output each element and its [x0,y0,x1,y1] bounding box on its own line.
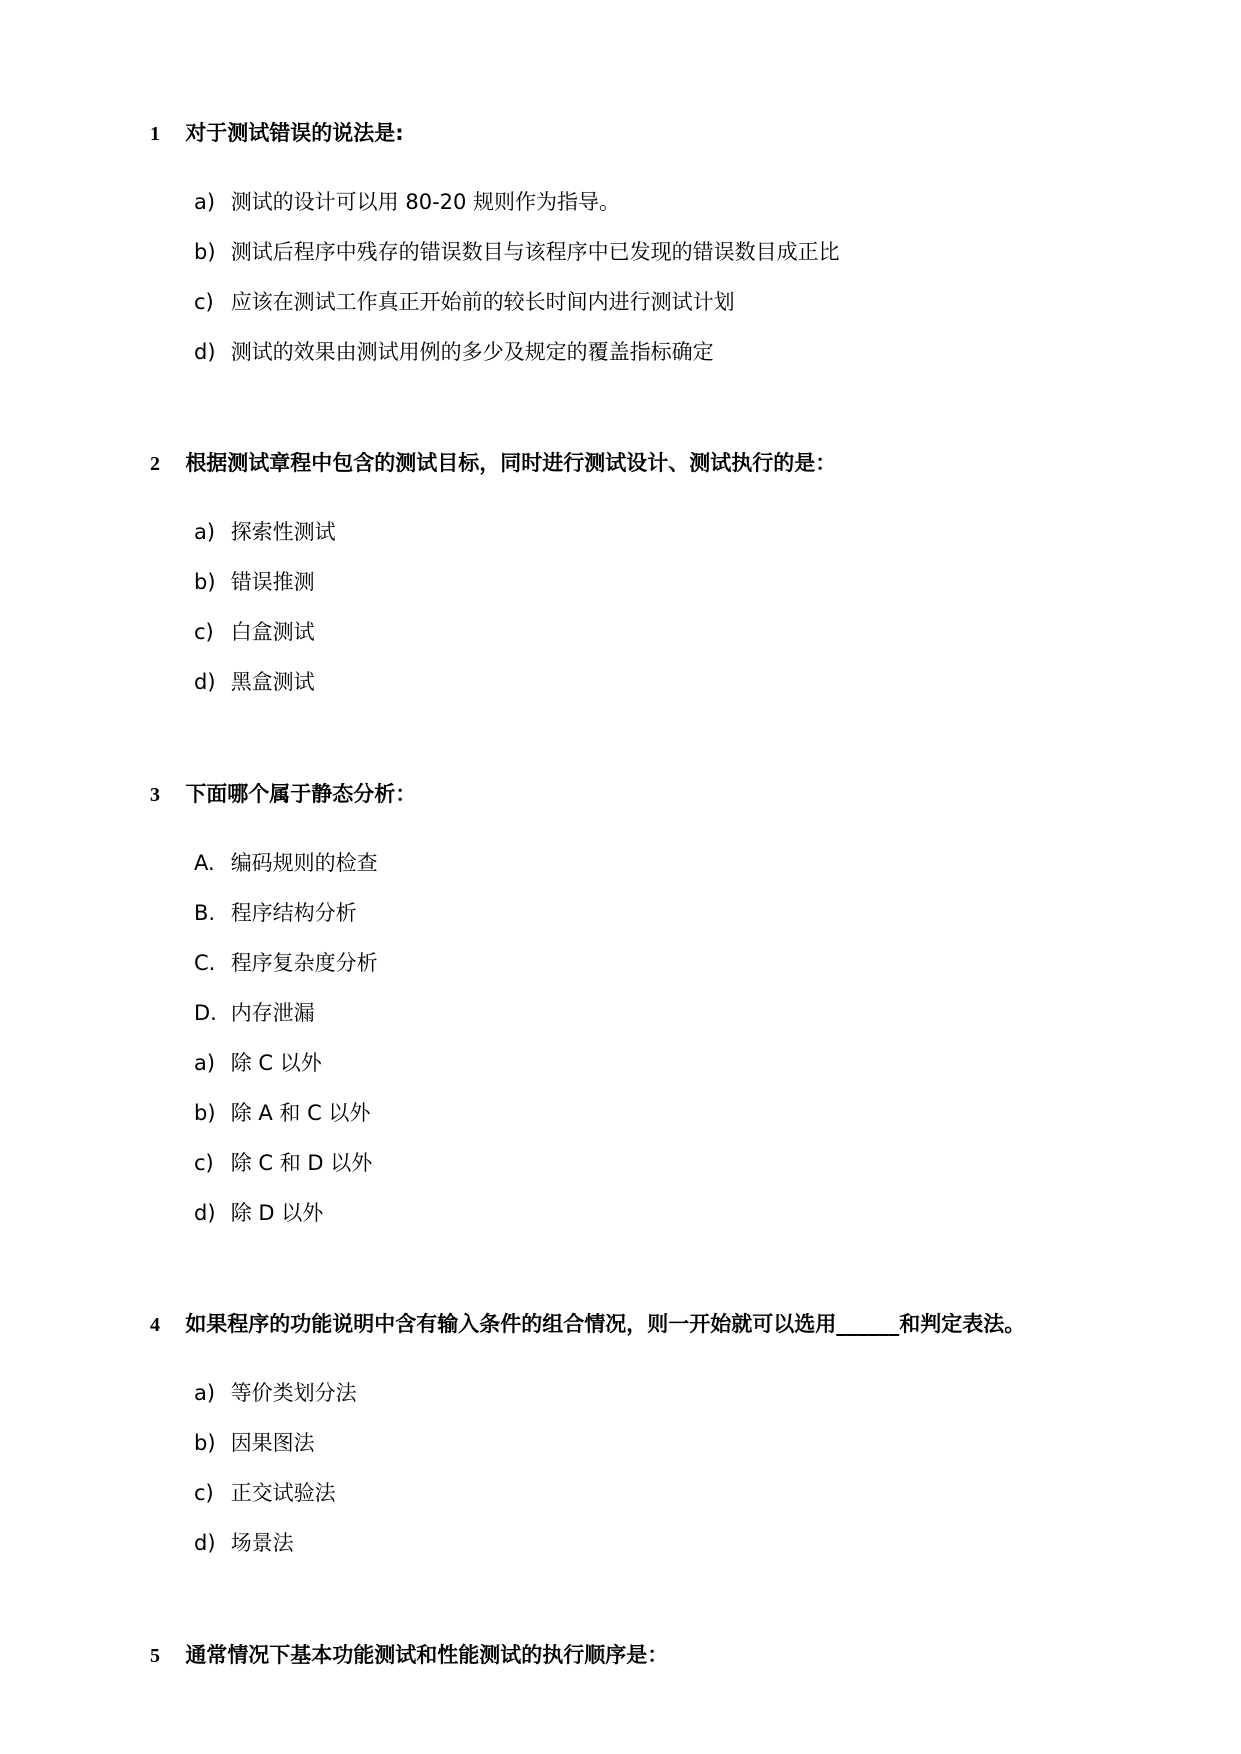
option-text: 除 A 和 C 以外 [230,1101,371,1125]
option-item [194,1198,323,1228]
option-label: C. [194,951,216,975]
option-item [194,998,315,1028]
option-text: 编码规则的检查 [230,851,378,875]
option-label: d) [194,670,216,694]
option-item [194,1478,336,1508]
option-item [194,337,714,367]
question-5-heading [150,1640,668,1670]
option-text: 探索性测试 [230,520,336,544]
option-text: 黑盒测试 [230,670,315,694]
option-item [194,948,378,978]
option-text: 测试的设计可以用 80-20 规则作为指导。 [230,190,621,214]
option-label: a) [194,1051,216,1075]
option-text: 除 C 以外 [230,1051,322,1075]
question-text: 如果程序的功能说明中含有输入条件的组合情况，则一开始就可以选用______和判定表法。 [185,1312,1026,1336]
question-text: 下面哪个属于静态分析： [185,782,417,806]
option-label: d) [194,1201,216,1225]
option-text: 测试后程序中残存的错误数目与该程序中已发现的错误数目成正比 [230,240,840,264]
option-label: B. [194,901,216,925]
option-label: c) [194,1151,214,1175]
option-item [194,1048,322,1078]
option-label: b) [194,1101,216,1125]
option-text: 场景法 [230,1531,294,1555]
option-label: a) [194,1381,216,1405]
question-1-heading [150,118,404,148]
option-item [194,667,315,697]
option-text: 程序结构分析 [230,901,357,925]
option-label: c) [194,1481,214,1505]
option-text: 测试的效果由测试用例的多少及规定的覆盖指标确定 [230,340,714,364]
option-item [194,617,315,647]
option-label: b) [194,240,216,264]
option-text: 应该在测试工作真正开始前的较长时间内进行测试计划 [230,290,735,314]
option-text: 内存泄漏 [230,1001,315,1025]
option-text: 正交试验法 [230,1481,336,1505]
option-item [194,1378,357,1408]
option-label: d) [194,340,216,364]
option-text: 除 D 以外 [230,1201,324,1225]
option-text: 程序复杂度分析 [230,951,378,975]
option-item [194,1148,372,1178]
option-item [194,287,735,317]
option-text: 等价类划分法 [230,1381,357,1405]
question-3-heading [150,779,416,809]
option-item [194,1098,370,1128]
option-item [194,567,315,597]
question-number: 1 [150,123,160,145]
question-text: 通常情况下基本功能测试和性能测试的执行顺序是： [185,1643,669,1667]
question-number: 5 [150,1645,160,1667]
question-text: 对于测试错误的说法是: [185,121,404,145]
question-4-heading [150,1309,1025,1339]
option-label: D. [194,1001,217,1025]
option-label: c) [194,620,214,644]
option-item [194,898,357,928]
question-number: 4 [150,1314,160,1336]
option-text: 除 C 和 D 以外 [230,1151,373,1175]
option-label: c) [194,290,214,314]
option-text: 白盒测试 [230,620,315,644]
option-label: a) [194,520,216,544]
option-label: d) [194,1531,216,1555]
option-label: b) [194,570,216,594]
question-text: 根据测试章程中包含的测试目标，同时进行测试设计、测试执行的是： [185,451,837,475]
option-text: 因果图法 [230,1431,315,1455]
option-item [194,848,378,878]
question-number: 3 [150,784,160,806]
option-item [194,517,336,547]
option-label: b) [194,1431,216,1455]
question-2-heading [150,448,836,478]
option-text: 错误推测 [230,570,315,594]
option-item [194,187,620,217]
option-item [194,1528,294,1558]
option-item [194,1428,315,1458]
option-label: a) [194,190,216,214]
question-number: 2 [150,453,160,475]
option-label: A. [194,851,215,875]
option-item [194,237,840,267]
